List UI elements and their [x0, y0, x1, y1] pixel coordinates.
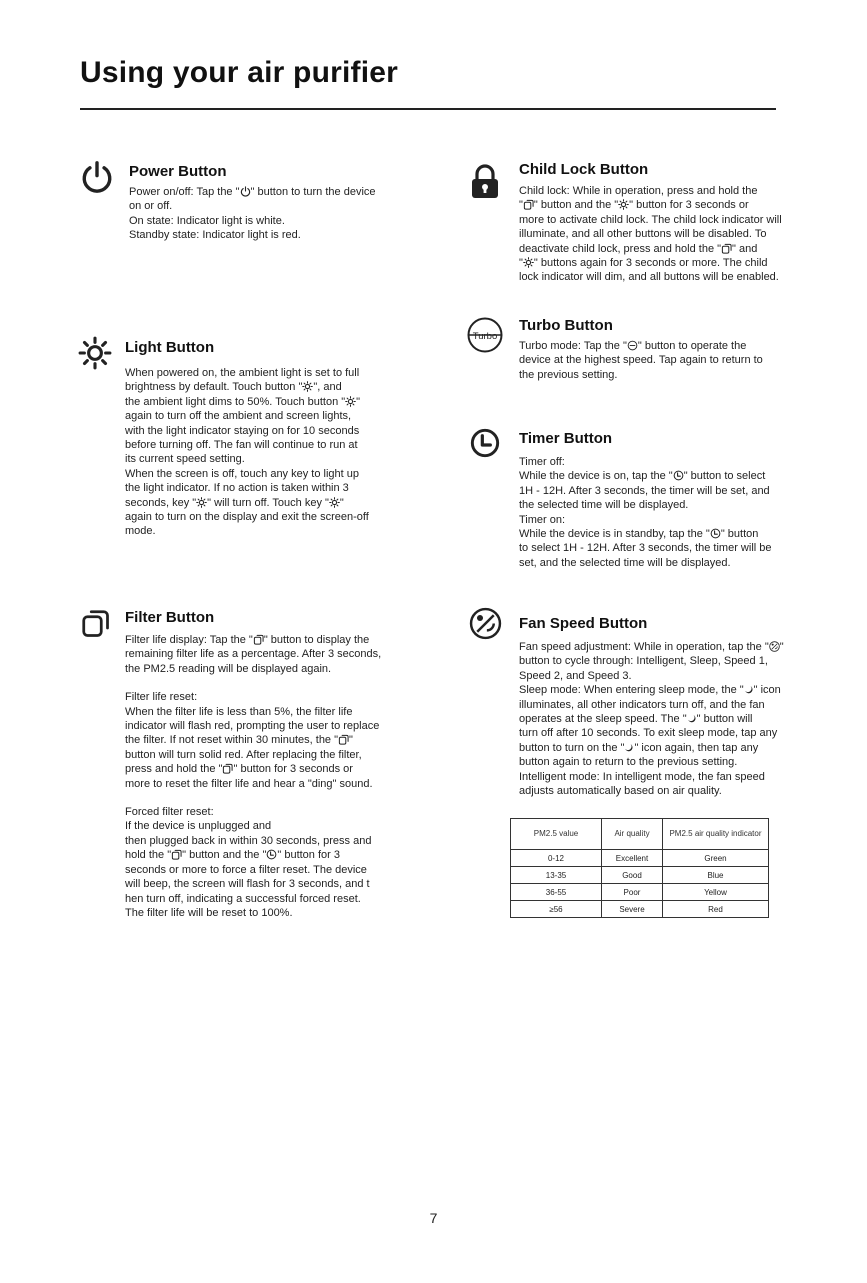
page-title: Using your air purifier [80, 56, 398, 89]
filter-text: Filter life reset: [125, 691, 198, 704]
timer-icon [469, 427, 501, 464]
table-header-cell: PM2.5 air quality indicator [663, 819, 769, 850]
timer-heading: Timer Button [519, 430, 613, 447]
child-lock-text: illuminate, and all other buttons will be disabled. To [519, 228, 767, 241]
light-icon [302, 381, 313, 392]
filter-text: then plugged back in within 30 seconds, press and [125, 834, 372, 847]
power-text: on or off. [129, 200, 173, 213]
light-text: its current speed setting. [125, 453, 245, 466]
timer-text: set, and the selected time will be displayed. [519, 556, 731, 569]
power-text: On state: Indicator light is white. [129, 214, 285, 227]
filter-text: the filter. If not reset within 30 minutes, the " [125, 734, 339, 747]
table-cell: ≥56 [511, 901, 602, 918]
light-text: ", and [313, 381, 342, 394]
timer-text: Timer off: [519, 456, 565, 468]
turbo-text: " button to operate the [637, 340, 747, 352]
sleep-moon-icon [687, 714, 697, 724]
turbo-icon [467, 317, 503, 358]
fan-speed-text: turn off after 10 seconds. To exit sleep mode, tap any [519, 727, 778, 740]
table-header-cell: Air quality [602, 819, 663, 850]
child-lock-text: " button and the " [533, 199, 619, 212]
light-text: before turning off. The fan will continue to run at [125, 439, 358, 452]
filter-text: the PM2.5 reading will be displayed again. [125, 662, 332, 675]
table-cell: 36-55 [511, 884, 602, 901]
light-text: brightness by default. Touch button " [125, 381, 303, 394]
light-icon [196, 497, 207, 508]
fan-speed-text: " icon again, then tap any [634, 741, 759, 754]
air-quality-table [510, 818, 769, 918]
filter-text: remaining filter life as a percentage. After 3 seconds, [125, 648, 382, 661]
filter-text: indicator will flash red, prompting the user to replace [125, 720, 380, 733]
filter-text: " button for 3 seconds or [233, 763, 353, 776]
filter-text: press and hold the " [125, 763, 223, 776]
fan-speed-text: Intelligent mode: In intelligent mode, the fan speed [519, 770, 765, 783]
power-text: " button to turn the device [250, 186, 376, 198]
filter-icon [721, 243, 732, 254]
child-lock-text: deactivate child lock, press and hold the " [519, 242, 722, 255]
light-text: " [356, 395, 361, 408]
timer-icon [710, 528, 721, 539]
filter-text: Forced filter reset: [125, 806, 214, 819]
light-text: " [339, 496, 344, 509]
table-row [511, 884, 769, 901]
timer-text: While the device is on, tap the " [519, 470, 673, 483]
timer-text: " button [720, 528, 759, 541]
filter-text: The filter life will be reset to 100%. [125, 906, 293, 919]
timer-text: Timer on: [519, 513, 566, 526]
table-cell: Excellent [602, 850, 663, 867]
filter-icon [222, 763, 233, 774]
table-cell: Blue [663, 867, 769, 884]
power-text: Standby state: Indicator light is red. [129, 229, 301, 242]
power-icon [80, 160, 114, 199]
child-lock-text: " and [732, 242, 758, 255]
child-lock-text: " [519, 257, 523, 270]
fan-speed-text: button to turn on the " [519, 741, 625, 754]
child-lock-text: lock indicator will dim, and all buttons will be enabled. [519, 271, 779, 284]
filter-text: seconds or more to force a filter reset. The device [125, 863, 367, 876]
turbo-icon [627, 340, 638, 351]
light-icon [523, 257, 534, 268]
filter-icon [253, 634, 264, 645]
light-text: the ambient light dims to 50%. Touch button " [125, 395, 346, 408]
fan-speed-text: " button will [696, 713, 753, 726]
fan-speed-body [519, 640, 784, 798]
table-cell: Severe [602, 901, 663, 918]
table-header-row [511, 819, 769, 850]
power-heading: Power Button [129, 163, 227, 180]
filter-icon [80, 608, 110, 643]
turbo-body [519, 339, 763, 382]
filter-text: hen turn off, indicating a successful forced reset. [125, 892, 361, 905]
child-lock-text: " [519, 199, 523, 212]
air-quality-table-wrap [510, 818, 769, 918]
filter-icon [338, 734, 349, 745]
filter-heading: Filter Button [125, 609, 215, 626]
power-text: Power on/off: Tap the " [129, 186, 240, 198]
light-text: " will turn off. Touch key " [207, 496, 329, 509]
turbo-heading: Turbo Button [519, 317, 613, 334]
fan-speed-icon [769, 641, 780, 652]
child-lock-body [519, 184, 782, 285]
lock-icon [470, 164, 500, 205]
turbo-icon-label: Turbo [472, 331, 498, 342]
filter-text: will beep, the screen will flash for 3 seconds, and t [125, 878, 370, 891]
light-icon [345, 396, 356, 407]
fan-speed-text: Speed 2, and Speed 3. [519, 669, 632, 682]
table-row [511, 850, 769, 867]
child-lock-text: " button for 3 seconds or [629, 199, 749, 212]
table-cell: Red [663, 901, 769, 918]
table-cell: Good [602, 867, 663, 884]
child-lock-heading: Child Lock Button [519, 161, 649, 178]
turbo-text: device at the highest speed. Tap again to return to [519, 354, 763, 367]
turbo-text: Turbo mode: Tap the " [519, 340, 627, 352]
filter-text: " button to display the [263, 634, 370, 646]
fan-speed-text: " icon [753, 684, 781, 697]
table-header-cell: PM2.5 value [511, 819, 602, 850]
filter-text: When the filter life is less than 5%, the filter life [125, 705, 353, 718]
light-text: again to turn on the display and exit the screen-off [125, 511, 369, 524]
filter-icon [523, 199, 534, 210]
filter-text: button will turn solid red. After replacing the filter, [125, 748, 362, 761]
fan-speed-text: adjusts automatically based on air quality. [519, 785, 722, 798]
timer-text: While the device is in standby, tap the " [519, 528, 710, 541]
timer-text: to select 1H - 12H. After 3 seconds, the timer will be [519, 542, 772, 555]
filter-text: " [349, 734, 353, 747]
filter-text: " button for 3 [277, 849, 340, 862]
timer-icon [673, 470, 684, 481]
fan-speed-icon [469, 607, 502, 645]
timer-text: the selected time will be displayed. [519, 499, 689, 512]
sleep-moon-icon [624, 743, 634, 753]
light-text: mode. [125, 525, 156, 538]
page-number: 7 [429, 1210, 438, 1226]
fan-speed-text: operates at the sleep speed. The " [519, 713, 687, 726]
child-lock-text: Child lock: While in operation, press and hold the [519, 185, 758, 197]
light-icon [329, 497, 340, 508]
fan-speed-text: " [779, 641, 784, 653]
light-icon [78, 336, 112, 375]
child-lock-text: more to activate child lock. The child lock indicator will [519, 213, 782, 226]
table-cell: Green [663, 850, 769, 867]
light-text: with the light indicator staying on for 10 seconds [125, 424, 360, 437]
filter-body [125, 633, 381, 920]
fan-speed-text: button again to return to the previous setting. [519, 756, 738, 769]
light-text: the light indicator. If no action is taken within 3 [125, 482, 349, 495]
timer-icon [266, 849, 277, 860]
table-cell: 0-12 [511, 850, 602, 867]
light-heading: Light Button [125, 339, 215, 356]
table-row [511, 867, 769, 884]
turbo-text: the previous setting. [519, 368, 618, 381]
power-icon [240, 186, 251, 197]
filter-text: If the device is unplugged and [125, 820, 272, 833]
fan-speed-text: illuminates, all other indicators turn off, and the fan [519, 698, 765, 711]
filter-text: Filter life display: Tap the " [125, 634, 253, 646]
filter-text: more to reset the filter life and hear a "ding" sound. [125, 777, 373, 790]
table-cell: Yellow [663, 884, 769, 901]
sleep-moon-icon [744, 685, 754, 695]
light-text: again to turn off the ambient and screen lights, [125, 410, 352, 423]
fan-speed-heading: Fan Speed Button [519, 615, 648, 632]
table-row [511, 901, 769, 918]
filter-text: " button and the " [182, 849, 267, 862]
filter-text: hold the " [125, 849, 172, 862]
table-cell: 13-35 [511, 867, 602, 884]
child-lock-text: " buttons again for 3 seconds or more. The child [533, 257, 768, 270]
timer-text: 1H - 12H. After 3 seconds, the timer will be set, and [519, 484, 770, 497]
timer-body [519, 455, 772, 570]
light-text: When powered on, the ambient light is set to full [125, 367, 360, 379]
fan-speed-text: Sleep mode: When entering sleep mode, the " [519, 684, 744, 697]
timer-text: " button to select [683, 470, 766, 483]
light-text: seconds, key " [125, 496, 197, 509]
table-cell: Poor [602, 884, 663, 901]
title-divider [80, 108, 776, 110]
fan-speed-text: Fan speed adjustment: While in operation, tap the " [519, 641, 769, 653]
light-body [125, 366, 369, 539]
filter-icon [171, 849, 182, 860]
power-body [129, 185, 376, 243]
fan-speed-text: button to cycle through: Intelligent, Sleep, Speed 1, [519, 655, 768, 668]
light-icon [618, 199, 629, 210]
light-text: When the screen is off, touch any key to light up [125, 467, 359, 480]
